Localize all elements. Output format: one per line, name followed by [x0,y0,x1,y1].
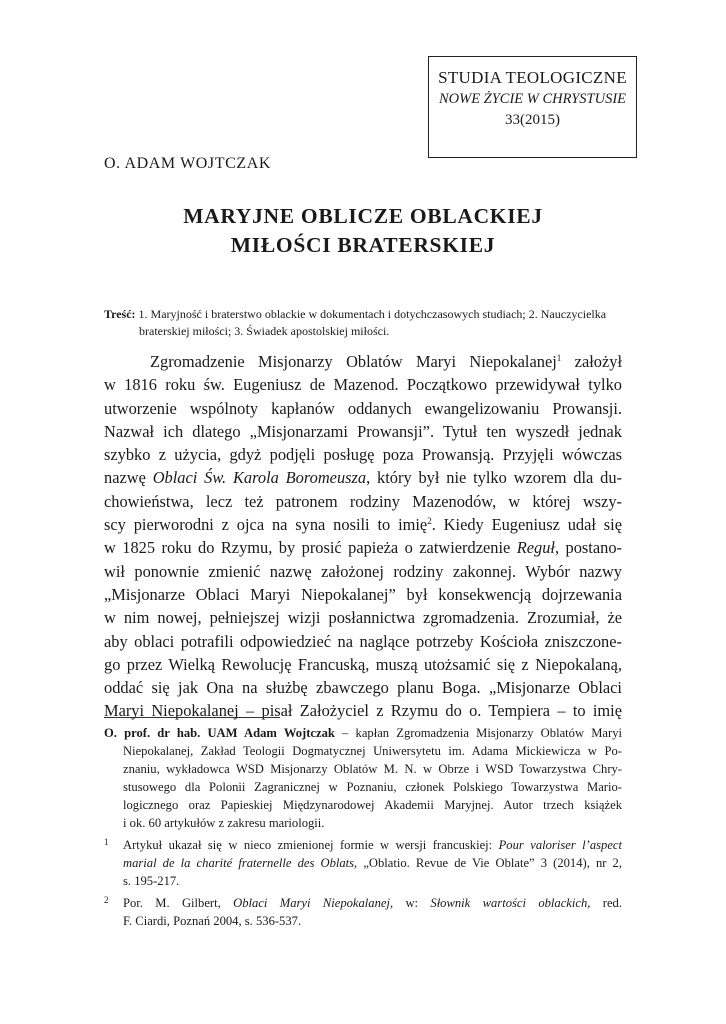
footnotes [104,724,622,930]
table-of-contents [104,306,622,340]
contents-label: Treść: [104,307,136,321]
body-text-span: założył [561,352,622,371]
note-text-span: – kapłan Zgromadzenia Misjonarzy Oblatów Maryi [334,726,623,740]
body-italic-span: Reguł [516,538,555,558]
footnote-ref: 2 [427,516,432,527]
body-line: szybko z użycia, gdyż podjęli posługę poza Prowansją. Przyjęli wówczas [104,445,622,465]
body-text-span: . Kiedy Eugeniusz udał się [431,515,622,535]
journal-box [428,56,637,158]
author-name: O. ADAM WOJTCZAK [104,155,272,172]
footnote-ref: 1 [556,353,562,363]
body-line [104,536,622,559]
note-text-span: „Oblatio. Revue de Vie Oblate” 3 (2014), nr 2, [357,856,622,870]
note-text-span: red. [590,896,622,910]
journal-name: STUDIA TEOLOGICZNE [438,68,627,87]
body-text-span: , który był nie tylko wzorem dla du- [366,468,622,488]
body-line: go przez Wielką Rewolucję Francuską, muszą utożsamić się z Niepokalaną, [104,654,622,674]
note-line: i ok. 60 artykułów z zakresu mariologii. [123,816,325,830]
body-line: „Misjonarze Oblaci Maryi Niepokalanej” był konsekwencją dojrzewania [104,584,622,604]
note-line: F. Ciardi, Poznań 2004, s. 536-537. [123,914,302,928]
body-text-span: w 1825 roku do Rzymu, by prosić papieża o zatwierdzenie [104,538,517,558]
note-text-span: Artykuł ukazał się w nieco zmienionej formie w wersji francuskiej: [123,838,499,852]
note-line: stusowego dla Polonii Zagranicznej w Poznaniu, członek Polskiego Towarzystwa Mario- [123,780,622,794]
note-line: Niepokalanej, Zakład Teologii Dogmatycznej Uniwersytetu im. Adama Mickiewicza w Po- [123,744,622,758]
note-italic-span: Pour valoriser l’aspect [498,838,623,852]
body-text-span: Zgromadzenie Misjonarzy Oblatów Maryi Niepokalanej [150,352,557,371]
note-italic-span: Słownik wartości oblackich, [430,896,591,910]
note-line [104,894,622,912]
note-line [104,724,622,742]
note-italic-span: Oblaci Maryi Niepokalanej, [233,896,394,910]
journal-issue: 33(2015) [505,112,560,128]
body-line: oddać się jak Ona na służbę zbawczego planu Boga. „Misjonarze Oblaci [104,678,622,698]
body-text-span: nazwę [104,468,153,488]
body-italic-span: Oblaci Św. Karola Boromeusza [152,468,367,488]
body-line [104,466,622,489]
note-line: s. 195-217. [123,874,180,888]
body-line: w nim nowej, pełniejszej wizji posłannictwa zgromadzenia. Zrozumiał, że [104,608,622,628]
body-line: w 1816 roku św. Eugeniusz de Mazenod. Początkowo przewidywał tylko [104,375,622,395]
footnote-number: 1 [104,837,109,847]
note-italic-span: marial de la charité fraternelle des Oblats, [123,856,358,870]
contents-text-1: 1. Maryjność i braterstwo oblackie w dokumentach i dotychczasowych studiach; 2. Nauczycielka [138,307,607,321]
body-line: aby oblaci potrafili odpowiedzieć na naglące potrzeby Kościoła zniszczone- [104,631,622,651]
body-text-span: , postano- [554,538,622,558]
footnote-divider [104,717,280,718]
body-line: Nazwał ich dlatego „Misjonarzami Prowansji”. Tytuł ten wyszedł jednak [104,421,622,441]
note-line [104,836,622,854]
note-text-span: Por. M. Gilbert, [123,896,234,910]
body-line: utworzenie wspólnoty kapłanów oddanych ewangelizowaniu Prowansji. [104,398,622,418]
body-line [104,513,622,536]
footnote-number: 2 [104,895,109,905]
author-note-name: O. prof. dr hab. UAM Adam Wojtczak [104,726,335,740]
body-line: Maryi Niepokalanej – pisał Założyciel z Rzymu do o. Tempiera – to imię [104,701,622,721]
footnote-2 [104,894,622,930]
journal-subtitle: NOWE ŻYCIE W CHRYSTUSIE [438,91,627,107]
body-text-span: scy pierworodni z ojca na syna nosili to imię [104,515,428,535]
footnote-1 [104,836,622,890]
title-line-1: MARYJNE OBLICZE OBLACKIEJ [183,204,543,228]
author-note [104,724,622,832]
note-line: logicznego oraz Papieskiej Międzynarodowej Akademii Maryjnej. Autor trzech książek [123,798,622,812]
body-line: wił ponownie zmienić nazwę założonej rodziny zakonnej. Wybór nazwy [104,561,622,581]
note-text-span: w: [393,896,431,910]
note-line: znaniu, wykładowca WSD Misjonarzy Oblatów M. N. w Obrze i WSD Towarzystwa Chry- [123,762,622,776]
note-line [104,854,622,872]
title-line-2: MIŁOŚCI BRATERSKIEJ [230,233,496,257]
body-line [104,350,622,373]
contents-line-2: braterskiej miłości; 3. Świadek apostolskiej miłości. [139,324,390,338]
contents-line-1 [104,306,622,323]
body-text [104,350,622,723]
body-line: chowieństwa, lecz też patronem rodziny Mazenodów, w której wszy- [104,491,622,511]
article-title [104,202,622,260]
